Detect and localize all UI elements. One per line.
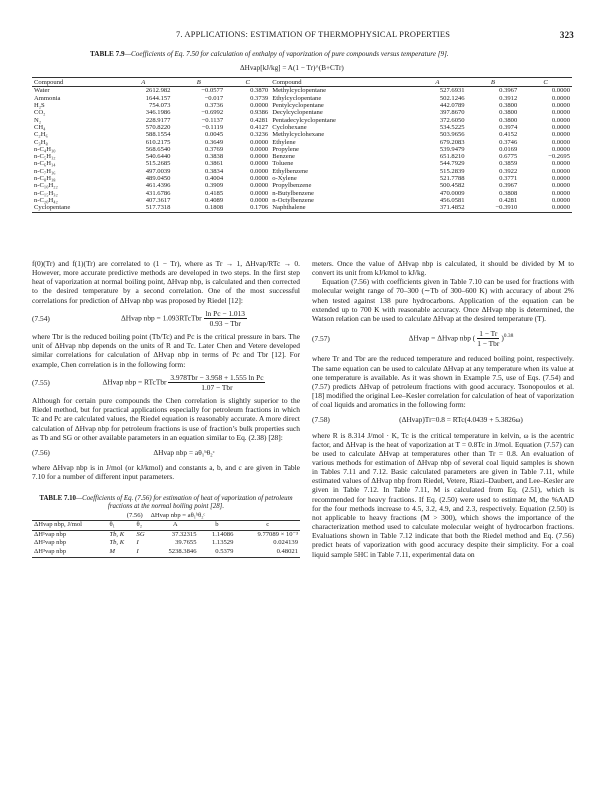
table-cell: n-C₅H₁₂ bbox=[34, 153, 56, 161]
table-cell: 0.0000 bbox=[250, 153, 269, 161]
table-cell: C₂H₆ bbox=[34, 131, 48, 139]
table-cell: 0.3922 bbox=[499, 167, 518, 175]
equation-number: (7.54) bbox=[32, 313, 50, 323]
right-paragraph-1: meters. Once the value of ΔHvap nbp is calculated, it should be divided by M to convert its unit from kJ/kmol to kJ/kg. bbox=[312, 259, 574, 278]
equation-number: (7.56) bbox=[32, 447, 50, 457]
equation-denominator: 1.07 − Tbr bbox=[201, 382, 233, 392]
running-title: 7. APPLICATIONS: ESTIMATION OF THERMOPHYSICAL PROPERTIES bbox=[176, 30, 451, 39]
table-cell: 502.1246 bbox=[439, 94, 465, 102]
table-cell: Methylcyclopentane bbox=[272, 87, 327, 95]
table-cell: 0.4089 bbox=[205, 196, 224, 204]
table-cell: 0.5379 bbox=[199, 548, 236, 557]
table-cell: 431.6786 bbox=[145, 189, 171, 197]
table-row bbox=[32, 168, 572, 175]
left-paragraph-2: where Tbr is the reduced boiling point (Tb/Tc) and Pc is the critical pressure in bars. The unit of ΔHvap nbp depends on the units of R and Tc. Later Chen and Vetere developed similar correlations for calculation of ΔHvap nbp in terms of Pc and Tbr [12]. For example, Chen correlation is in the following form: bbox=[32, 332, 300, 369]
table-cell: Benzene bbox=[272, 153, 295, 161]
table-7-10-body bbox=[32, 512, 300, 557]
table-cell: 0.0000 bbox=[519, 204, 572, 212]
table-7-10-caption-text: —Coefficients of Eq. (7.56) for estimation of heat of vaporization of petroleum fractions at the normal boiling point [28]. bbox=[76, 495, 293, 511]
table-cell: Cyclohexane bbox=[272, 123, 307, 131]
table-cell: 442.0789 bbox=[439, 102, 465, 110]
table-cell: −0.3910 bbox=[467, 204, 520, 212]
table-cell: 0.3834 bbox=[205, 167, 224, 175]
table-cell: 0.0000 bbox=[551, 160, 570, 168]
table-cell: H₂S bbox=[34, 102, 45, 110]
table-cell: Propylbenzene bbox=[272, 182, 312, 190]
equation-body: (ΔHvap)Tr=0.8 = RTc(4.0439 + 5.3826ω) bbox=[399, 415, 523, 425]
table-cell: Ethylene bbox=[272, 138, 296, 146]
equation-number: (7.58) bbox=[312, 415, 330, 425]
table-cell: 0.3771 bbox=[499, 175, 518, 183]
equation-7-58 bbox=[312, 415, 574, 424]
table-cell: ΔH²vap nbp bbox=[34, 539, 67, 547]
table-cell: 1.13529 bbox=[211, 539, 234, 547]
table-cell: 503.9656 bbox=[439, 131, 465, 139]
table-row bbox=[32, 190, 572, 197]
equation-numerator: 1 − Tr bbox=[479, 329, 498, 339]
table-cell: I bbox=[136, 539, 139, 547]
table-cell: 0.0000 bbox=[551, 182, 570, 190]
table-cell: 0.3808 bbox=[499, 189, 518, 197]
table-cell: Water bbox=[34, 87, 50, 95]
table-cell: 0.3909 bbox=[205, 182, 224, 190]
table-cell: 0.1706 bbox=[225, 204, 270, 212]
table-cell: n-C₂₀H₄₂ bbox=[34, 196, 58, 204]
table-cell: o-Xylene bbox=[272, 175, 297, 183]
table-cell: 1644.157 bbox=[145, 94, 171, 102]
table-7-10-block bbox=[32, 495, 300, 557]
right-paragraph-4: where R is 8.314 J/mol · K, Tc is the critical temperature in kelvin, ω is the acentric factor, and ΔHvap is the heat of vaporization at T = 0.8Tc in J/mol. Equation (7.57) can be used to calculate ΔHvap at temperatures other than Tr = 0.8. An evaluation of various methods for estimation of ΔHvap nbp of several coal liquid samples is shown in Tables 7.11 and 7.12. Basic calculated parameters are given in Table 7.11, while estimated values of ΔHvap nbp from Riedel, Vetere, Riazi–Daubert, and Lee–Kesler are given in Table 7.12. In Table 7.11, M is calculated from Eq. (2.51), which is recommended for heavy fractions. If Eq. (2.50) were used to estimate M, the %AAD for the four methods increase to 4.5, 3.2, 4.9, and 2.3, respectively. Equation (2.50) is not applicable to heavy fractions (M > 300), which shows the importance of the characterization method used to calculate molecular weight of hydrocarbon fractions. Evaluations shown in Table 7.12 indicate that both the Riedel method and Eq. (7.56) predict heats of vaporization with good accuracy despite their simplicity. For a coal liquid sample 5HC in Table 7.11, experimental data on bbox=[312, 430, 574, 559]
table-7-9-column-header: B bbox=[172, 78, 225, 87]
table-cell: Methylcyclohexane bbox=[272, 131, 325, 139]
table-cell: Ethylcyclopentane bbox=[272, 94, 322, 102]
table-cell: 0.3870 bbox=[250, 87, 269, 95]
table-cell: −0.1119 bbox=[201, 123, 224, 131]
table-7-9-body bbox=[32, 87, 572, 212]
table-7-9-column-header: A bbox=[408, 78, 467, 87]
table-cell: 515.2685 bbox=[145, 160, 171, 168]
table-cell: 0.4185 bbox=[205, 189, 224, 197]
table-7-9-column-header: A bbox=[114, 78, 173, 87]
table-cell: 544.7929 bbox=[439, 160, 465, 168]
table-cell: 5238.3846 bbox=[152, 548, 198, 557]
table-cell: 0.0000 bbox=[250, 145, 269, 153]
table-cell: 461.4396 bbox=[145, 182, 171, 190]
table-cell: 0.0000 bbox=[250, 167, 269, 175]
table-cell: 228.9177 bbox=[145, 116, 171, 124]
table-7-9-column-header: Compound bbox=[270, 78, 408, 87]
equation-lhs: ΔHvap nbp = RTcTbr bbox=[102, 377, 167, 387]
table-cell: 0.3800 bbox=[499, 109, 518, 117]
table-cell: 534.5225 bbox=[439, 123, 465, 131]
table-cell: 0.0000 bbox=[551, 196, 570, 204]
table-cell: 371.4852 bbox=[408, 204, 467, 212]
table-7-9-column-header: C bbox=[225, 78, 270, 87]
table-7-9-column-header: B bbox=[467, 78, 520, 87]
table-cell: 0.0000 bbox=[250, 175, 269, 183]
table-7-10-label: TABLE 7.10 bbox=[39, 495, 77, 503]
table-cell: C₃H₈ bbox=[34, 138, 48, 146]
table-cell: ΔH¹vap nbp bbox=[34, 530, 67, 538]
table-cell: 0.0169 bbox=[499, 145, 518, 153]
equation-denominator: 0.93 − Tbr bbox=[209, 318, 241, 328]
table-row bbox=[32, 175, 572, 182]
table-cell: 0.0000 bbox=[551, 102, 570, 110]
table-cell: 372.6050 bbox=[439, 116, 465, 124]
table-cell: Propylene bbox=[272, 145, 299, 153]
table-7-10-column-header: b bbox=[199, 521, 236, 531]
table-7-10-column-header: θ₁ bbox=[107, 521, 134, 531]
table-7-10-column-header: A bbox=[152, 521, 198, 531]
table-cell: n-C₇H₁₆ bbox=[34, 167, 56, 175]
table-cell: 0.3800 bbox=[499, 102, 518, 110]
table-cell: 0.0000 bbox=[250, 160, 269, 168]
table-cell: 0.4152 bbox=[499, 131, 518, 139]
table-cell: 754.073 bbox=[149, 102, 171, 110]
table-cell: 39.7655 bbox=[175, 539, 197, 547]
table-7-10-column-header: ΔHvap nbp, J/mol bbox=[32, 521, 107, 531]
table-cell: 0.0000 bbox=[551, 138, 570, 146]
equation-lhs: ΔHvap nbp = 1.093RTcTbr bbox=[121, 313, 202, 323]
table-cell: −0.017 bbox=[204, 94, 224, 102]
table-row bbox=[32, 131, 572, 138]
table-cell: 517.7318 bbox=[114, 204, 173, 212]
table-cell: Pentadecylcyclopentane bbox=[272, 116, 336, 124]
table-row bbox=[32, 548, 300, 557]
table-cell: 0.0000 bbox=[250, 138, 269, 146]
table-cell: 397.8670 bbox=[439, 109, 465, 117]
table-row bbox=[32, 109, 572, 116]
table-cell: 0.4004 bbox=[205, 175, 224, 183]
equation-number: (7.55) bbox=[32, 377, 50, 387]
table-cell: Cyclopentane bbox=[32, 204, 114, 212]
table-cell: 0.0000 bbox=[551, 123, 570, 131]
table-cell: −0.6992 bbox=[201, 109, 224, 117]
table-cell: SG bbox=[136, 530, 145, 538]
table-cell: 0.4281 bbox=[250, 116, 269, 124]
table-cell: 0.3236 bbox=[250, 131, 269, 139]
table-cell: I bbox=[135, 548, 153, 557]
table-cell: 679.2083 bbox=[439, 138, 465, 146]
right-column bbox=[312, 259, 574, 559]
table-row bbox=[32, 146, 572, 153]
table-cell: 0.0000 bbox=[551, 87, 570, 95]
table-cell: 0.48021 bbox=[235, 548, 300, 557]
table-7-10 bbox=[32, 512, 300, 558]
left-column bbox=[32, 259, 300, 558]
table-cell: 0.3967 bbox=[499, 182, 518, 190]
table-cell: 0.0000 bbox=[250, 196, 269, 204]
equation-number: (7.57) bbox=[312, 334, 330, 344]
table-cell: 0.0000 bbox=[250, 102, 269, 110]
table-cell: 0.0000 bbox=[551, 94, 570, 102]
table-cell: ΔH³vap nbp bbox=[32, 548, 107, 557]
table-cell: 9.77089 × 10⁻³ bbox=[257, 530, 298, 538]
equation-7-55 bbox=[32, 373, 300, 392]
table-cell: 2612.982 bbox=[145, 87, 171, 95]
table-7-10-column-header: c bbox=[235, 521, 300, 531]
table-cell: 0.1808 bbox=[172, 204, 225, 212]
table-cell: Tb, K bbox=[109, 539, 125, 547]
table-row bbox=[32, 102, 572, 109]
table-7-9-caption-text: —Coefficients of Eq. 7.50 for calculation of enthalpy of vaporization of pure compounds versus temperature [9]. bbox=[124, 50, 449, 58]
table-row bbox=[32, 197, 572, 204]
table-cell: 0.0000 bbox=[551, 116, 570, 124]
page-number: 323 bbox=[559, 30, 574, 40]
table-row bbox=[32, 539, 300, 548]
table-cell: n-Butylbenzene bbox=[272, 189, 314, 197]
table-row bbox=[32, 87, 572, 95]
table-7-10-header-row bbox=[32, 521, 300, 531]
left-paragraph-4: where ΔHvap nbp is in J/mol (or kJ/kmol) and constants a, b, and c are given in Table 7.10 for a number of different input parameters. bbox=[32, 462, 300, 482]
table-row bbox=[32, 124, 572, 131]
table-cell: n-C₆H₁₄ bbox=[34, 160, 56, 168]
table-cell: 540.6440 bbox=[145, 153, 171, 161]
table-cell: 489.0450 bbox=[145, 175, 171, 183]
table-cell: N₂ bbox=[34, 116, 42, 124]
table-cell: 570.8220 bbox=[145, 123, 171, 131]
table-7-9-label: TABLE 7.9 bbox=[90, 50, 125, 58]
table-cell: 0.0000 bbox=[250, 189, 269, 197]
table-7-10-caption bbox=[32, 495, 300, 511]
table-cell: 610.2175 bbox=[145, 138, 171, 146]
table-cell: 0.4127 bbox=[250, 123, 269, 131]
table-7-9-column-header: C bbox=[519, 78, 572, 87]
table-cell: CH₄ bbox=[34, 123, 46, 131]
table-cell: 0.3746 bbox=[499, 138, 518, 146]
equation-exponent: 0.38 bbox=[503, 332, 514, 339]
table-cell: Tb, K bbox=[109, 530, 125, 538]
table-cell: 0.0000 bbox=[551, 189, 570, 197]
table-cell: 0.9386 bbox=[250, 109, 269, 117]
table-cell: −0.1137 bbox=[201, 116, 224, 124]
table-row bbox=[32, 153, 572, 160]
table-cell: n-C₄H₁₀ bbox=[34, 145, 56, 153]
table-cell: 0.3967 bbox=[499, 87, 518, 95]
equation-numerator: 3.978Tbr − 3.958 + 1.555 ln Pc bbox=[170, 372, 264, 382]
table-cell: CO₂ bbox=[34, 109, 46, 117]
table-cell: n-Octylbenzene bbox=[272, 196, 314, 204]
table-cell: −0.2695 bbox=[548, 153, 570, 161]
table-7-10-column-header: θ₂ bbox=[135, 521, 153, 531]
table-cell: 521.7788 bbox=[439, 175, 465, 183]
table-cell: 0.6775 bbox=[499, 153, 518, 161]
table-row bbox=[32, 95, 572, 102]
table-cell: Decylcyclopentane bbox=[272, 109, 323, 117]
table-cell: 651.8210 bbox=[439, 153, 465, 161]
table-cell: 0.3912 bbox=[499, 94, 518, 102]
equation-numerator: ln Pc − 1.013 bbox=[205, 308, 245, 318]
table-cell: 37.32315 bbox=[171, 530, 197, 538]
table-cell: 0.0000 bbox=[250, 182, 269, 190]
left-paragraph-1: f(0)(Tr) and f(1)(Tr) are correlated to (1 − Tr), where as Tr → 1, ΔHvap/RTc → 0. However, more accurate predictive methods are developed in two steps. In the first step heat of vaporization at normal boiling point, ΔHvap nbp, is calculated and then corrected to the desired temperature by a second correlation. One of the most successful correlations for prediction of ΔHvap nbp was proposed by Riedel [12]: bbox=[32, 259, 300, 305]
table-7-10-equation-body: ΔHvap nbp = aθ₁ᵇθ₂ᶜ bbox=[150, 511, 206, 519]
right-paragraph-3: where Tr and Tbr are the reduced temperature and reduced boiling point, respectively. The same equation can be used to calculate ΔHvap at any temperature when its value at one temperature is available. As it was shown in Example 7.5, use of Eqs. (7.54) and (7.57) predicts ΔHvap of petroleum fractions with good accuracy. Tsonopoulos et al. [18] modified the original Lee–Kesler correlation for calculation of heat of vaporization of coal liquids and aromatics in the following form: bbox=[312, 354, 574, 410]
table-cell: 527.6931 bbox=[439, 87, 465, 95]
table-7-9-equation: ΔHvap[kJ/kg] = A(1 − Tr)^(B+CTr) bbox=[240, 64, 344, 72]
table-7-10-equation-number: (7.56) bbox=[126, 511, 143, 519]
table-cell: 515.2839 bbox=[439, 167, 465, 175]
table-cell: −0.0577 bbox=[201, 87, 224, 95]
table-row bbox=[32, 530, 300, 539]
table-cell: Pentylcyclopentane bbox=[272, 102, 324, 110]
equation-7-56 bbox=[32, 448, 300, 457]
table-cell: 456.0581 bbox=[439, 196, 465, 204]
table-cell: 539.9479 bbox=[439, 145, 465, 153]
table-cell: 470.0009 bbox=[439, 189, 465, 197]
equation-7-57: (7.57) ΔHvap = ΔHvap nbp ( $\frac{1 - Tr}{\text{1 − Tbr}}$ )$^{0.38}$ bbox=[312, 329, 514, 349]
table-cell: 1.14086 bbox=[211, 530, 234, 538]
table-7-10-equation-row bbox=[32, 512, 300, 521]
table-cell: n-C₈H₁₈ bbox=[34, 175, 56, 183]
table-row bbox=[32, 182, 572, 189]
table-cell: Toluene bbox=[272, 160, 294, 168]
running-header bbox=[176, 30, 574, 40]
right-paragraph-2: Equation (7.56) with coefficients given in Table 7.10 can be used for fractions with molecular weight range of 70–300 (∼Tb of 300–600 K) with accuracy of about 2% when tested against 138 pure hydrocarbons. Application of the equation can be extended up to 700 K with reasonable accuracy. Once ΔHvap nbp is determined, the Watson relation can be used to calculate ΔHvap at the desired temperature (T). bbox=[312, 277, 574, 323]
table-cell: 0.3859 bbox=[499, 160, 518, 168]
table-cell: 588.1554 bbox=[145, 131, 171, 139]
table-row bbox=[32, 139, 572, 146]
table-cell: 0.0000 bbox=[551, 145, 570, 153]
table-row bbox=[32, 204, 572, 212]
table-cell: 0.0000 bbox=[551, 175, 570, 183]
table-cell: 0.024139 bbox=[273, 539, 298, 547]
table-cell: 407.3617 bbox=[145, 196, 171, 204]
table-cell: Naphthalene bbox=[270, 204, 408, 212]
table-cell: 0.3649 bbox=[205, 138, 224, 146]
table-7-9-header-row bbox=[32, 78, 572, 87]
table-cell: 0.0000 bbox=[551, 109, 570, 117]
table-7-9 bbox=[32, 77, 572, 213]
table-cell: Ethylbenzene bbox=[272, 167, 309, 175]
left-paragraph-3: Although for certain pure compounds the Chen correlation is slightly superior to the Riedel method, but for practical applications especially for petroleum fractions in which Tc and Pc are calculated values, the Riedel equation is reasonably accurate. A more direct calculation of ΔHvap nbp for petroleum fractions is use of fraction’s bulk properties such as Tb and SG or other available parameters in an equation similar to Eq. (2.38) [28]: bbox=[32, 396, 300, 442]
table-cell: 0.3736 bbox=[205, 102, 224, 110]
table-cell: Ammonia bbox=[34, 94, 61, 102]
equation-body: ΔHvap nbp = aθ₁ᵇθ₂ᶜ bbox=[153, 447, 215, 457]
table-cell: 0.0045 bbox=[205, 131, 224, 139]
equation-lhs: ΔHvap = ΔHvap nbp bbox=[408, 333, 471, 343]
equation-denominator: 1 − Tbr bbox=[477, 339, 500, 349]
table-cell: 346.1986 bbox=[145, 109, 171, 117]
table-cell: n-C₁₀H₂₂ bbox=[34, 182, 58, 190]
table-cell: 0.0000 bbox=[551, 167, 570, 175]
table-cell: 0.0000 bbox=[551, 131, 570, 139]
table-row bbox=[32, 160, 572, 167]
table-cell: 0.3739 bbox=[250, 94, 269, 102]
table-cell: 497.0039 bbox=[145, 167, 171, 175]
table-cell: 500.4582 bbox=[439, 182, 465, 190]
table-7-9-column-header: Compound bbox=[32, 78, 114, 87]
equation-7-54 bbox=[32, 309, 300, 328]
table-cell: M bbox=[107, 548, 134, 557]
table-cell: 0.4281 bbox=[499, 196, 518, 204]
table-cell: 0.3974 bbox=[499, 123, 518, 131]
table-cell: 568.6540 bbox=[145, 145, 171, 153]
table-cell: 0.3861 bbox=[205, 160, 224, 168]
table-row bbox=[32, 117, 572, 124]
table-cell: 0.3800 bbox=[499, 116, 518, 124]
table-cell: n-C₁₅H₃₂ bbox=[34, 189, 58, 197]
table-cell: 0.3838 bbox=[205, 153, 224, 161]
table-cell: 0.3769 bbox=[205, 145, 224, 153]
table-7-9-caption bbox=[90, 50, 449, 58]
